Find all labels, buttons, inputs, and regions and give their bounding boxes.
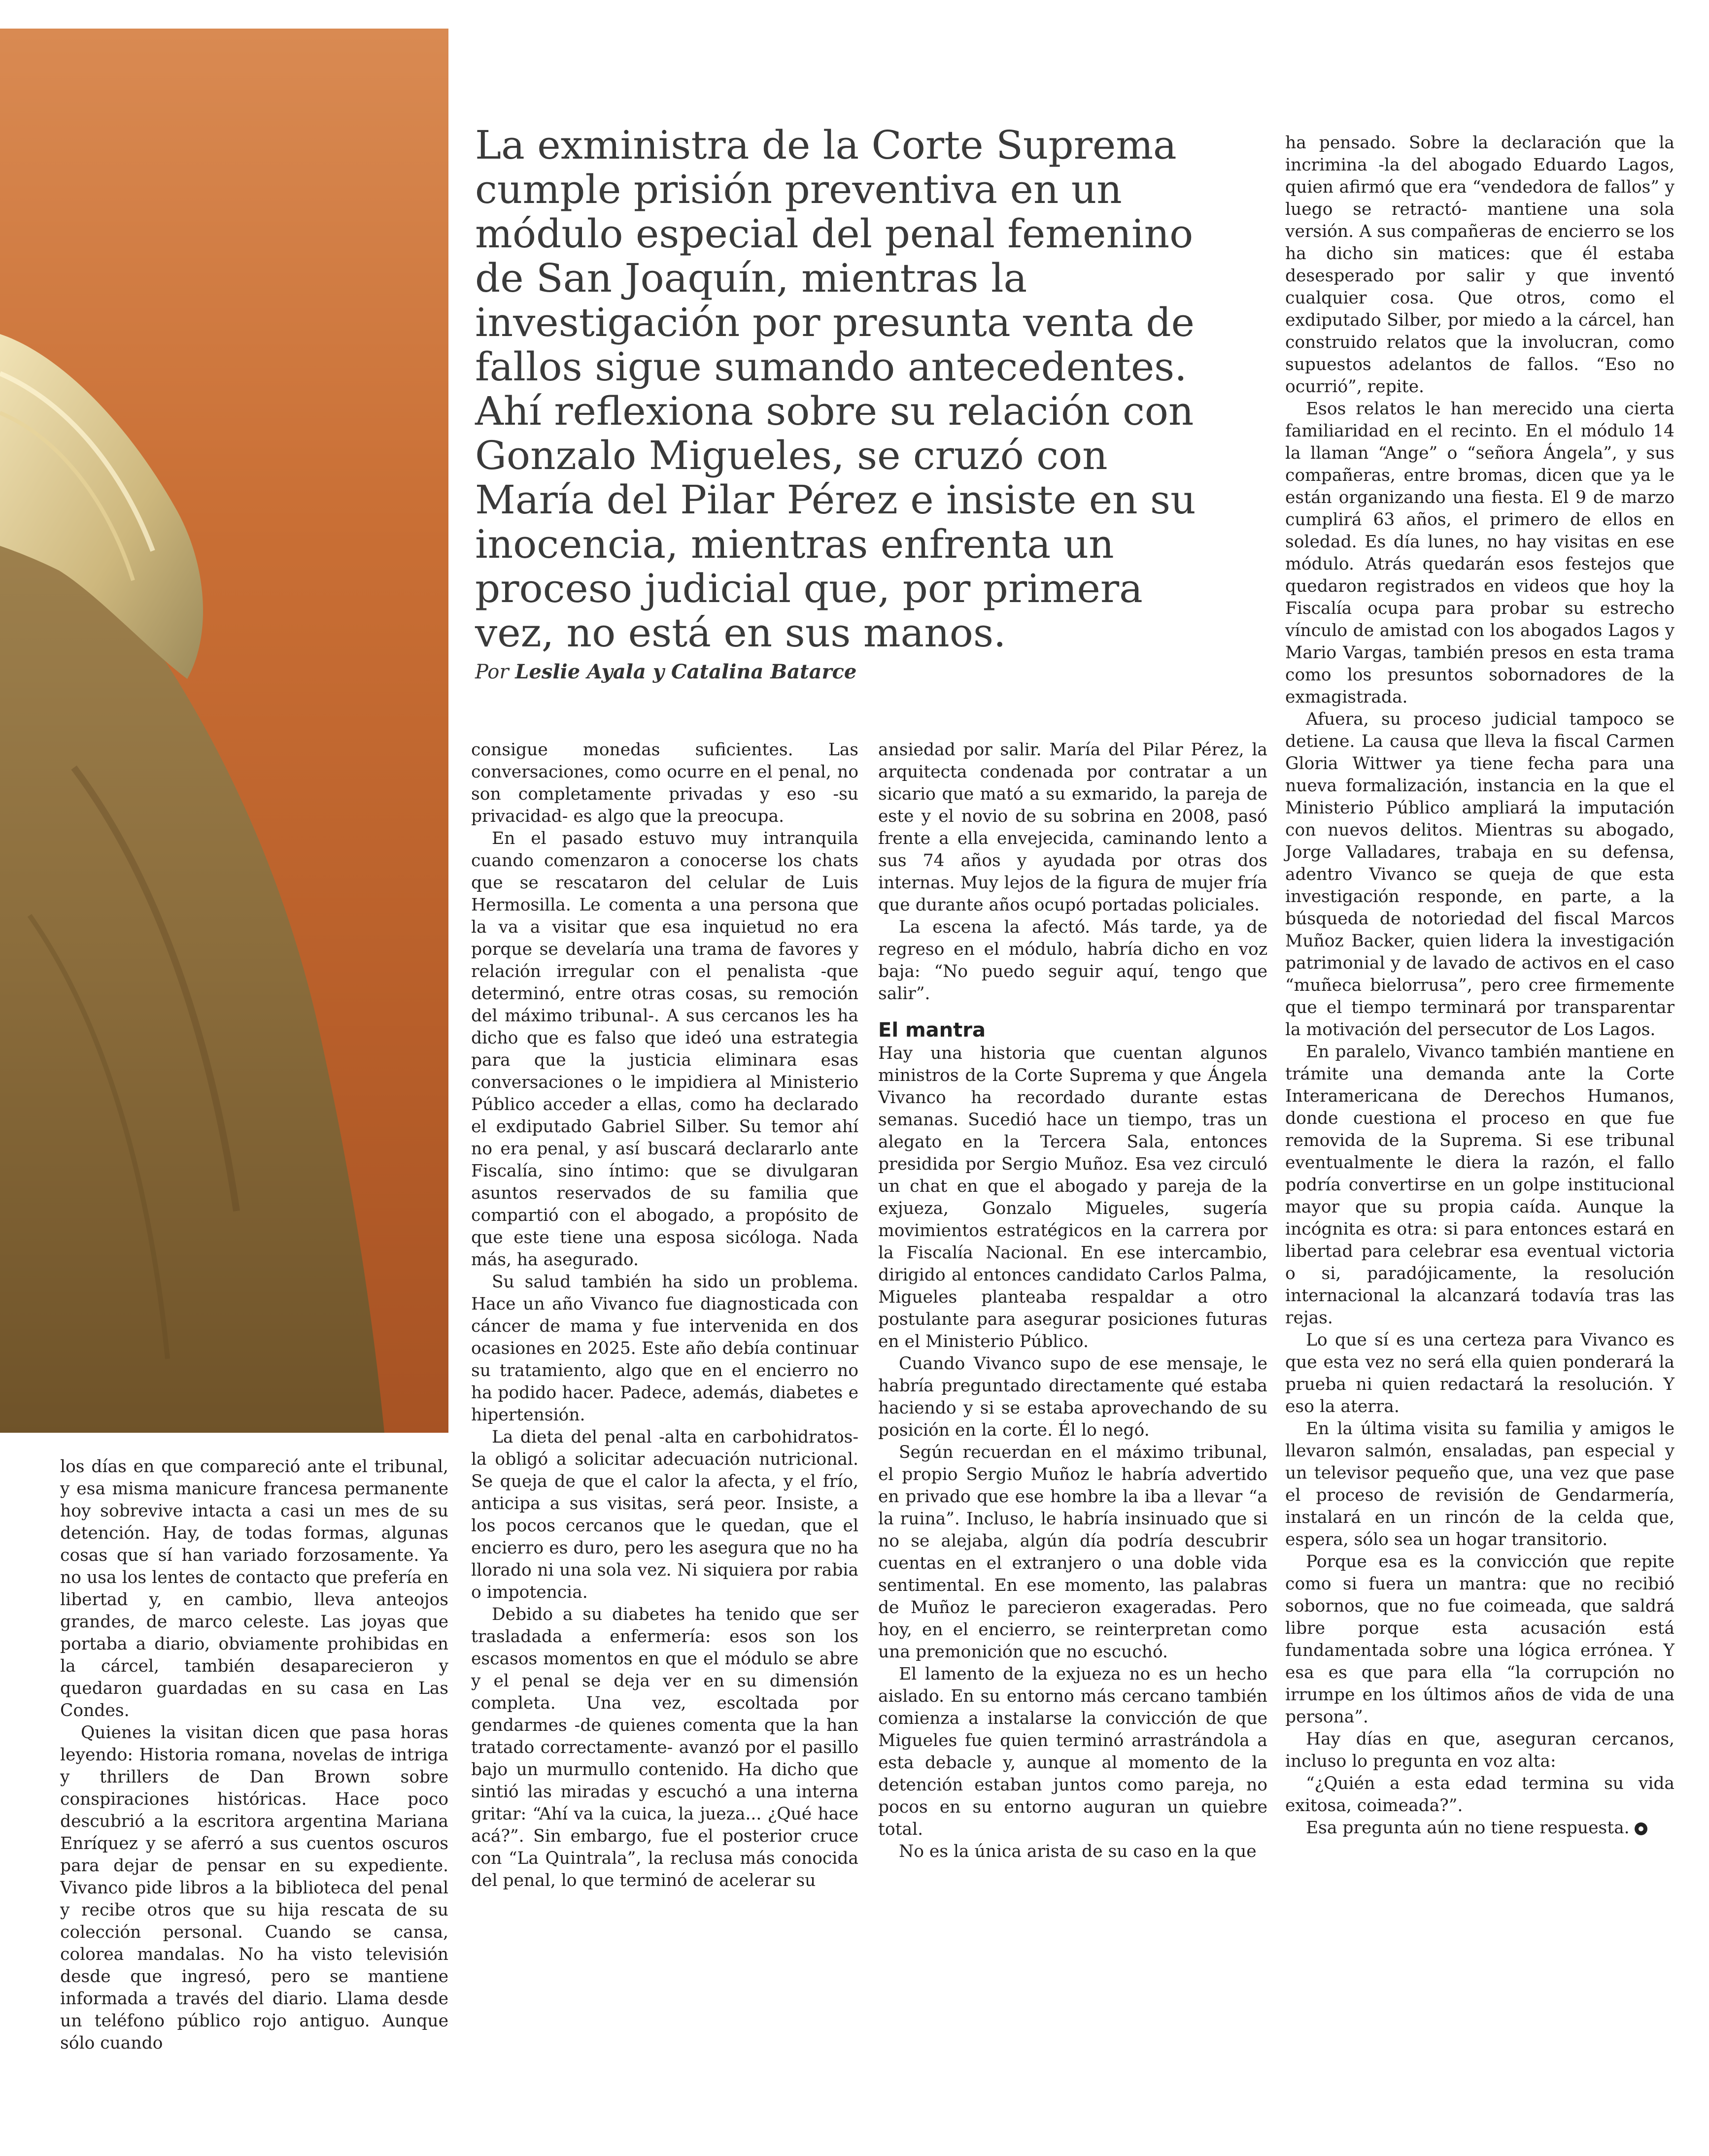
- article-column-4: [1285, 132, 1675, 1839]
- paragraph: Hay días en que, aseguran cercanos, incluso lo pregunta en voz alta:: [1285, 1729, 1675, 1771]
- portrait-photo-drawing: [0, 29, 448, 1433]
- paragraph: Hay una historia que cuentan algunos ministros de la Corte Suprema y que Ángela Vivanco ha recordado durante estas semanas. Sucedió hace un tiempo, tras un alegato en la Tercera Sala, entonces presidida por Sergio Muñoz. Esa vez circuló un chat en que el abogado y pareja de la exjueza, Gonzalo Migueles, sugería movimientos estratégicos en la carrera por la Fiscalía Nacional. En ese intercambio, dirigido al entonces candidato Carlos Palma, Migueles planteaba respaldar a otro postulante para asegurar posiciones futuras en el Ministerio Público.: [878, 1044, 1267, 1351]
- byline-authors: Leslie Ayala y Catalina Batarce: [515, 660, 857, 683]
- paragraph: Quienes la visitan dicen que pasa horas leyendo: Historia romana, novelas de intriga y thrillers de Dan Brown sobre conspiraciones históricas. Hace poco descubrió a la escritora argentina Mariana Enríquez y se aferró a sus cuentos oscuros para dejar de pensar en su expediente. Vivanco pide libros a la biblioteca del penal y recibe otros que su hija rescata de su colección personal. Cuando se cansa, colorea mandalas. No ha visto televisión desde que ingresó, pero se mantiene informada a través del diario. Llama desde un teléfono público rojo antiguo. Aunque sólo cuando: [60, 1723, 448, 2053]
- paragraph: “¿Quién a esta edad termina su vida exitosa, coimeada?”.: [1285, 1774, 1675, 1816]
- end-of-article-icon: [1635, 1822, 1647, 1835]
- paragraph: Afuera, su proceso judicial tampoco se detiene. La causa que lleva la fiscal Carmen Gloria Wittwer ya tiene fecha para una nueva formalización, instancia en la que el Ministerio Público ampliará la imputación con nuevos delitos. Mientras su abogado, Jorge Valladares, trabaja en su defensa, adentro Vivanco se queja de que esta investigación responde, en parte, a la búsqueda de notoriedad del fiscal Marcos Muñoz Backer, quien lidera la investigación patrimonial y de lavado de activos en el caso “muñeca bielorrusa”, pero cree firmemente que el tiempo terminará por transparentar la motivación del persecutor de Los Lagos.: [1285, 709, 1675, 1040]
- paragraph: En paralelo, Vivanco también mantiene en trámite una demanda ante la Corte Interamericana de Derechos Humanos, donde cuestiona el proceso en que fue removida de la Suprema. Si ese tribunal eventualmente le diera la razón, el fallo podría convertirse en un golpe institucional mayor que su propia caída. Aunque la incógnita es otra: si para entonces estará en libertad para celebrar esa eventual victoria o si, paradójicamente, la resolución internacional la alcanzará todavía tras las rejas.: [1285, 1042, 1675, 1328]
- paragraph: La escena la afectó. Más tarde, ya de regreso en el módulo, habría dicho en voz baja: “No puedo seguir aquí, tengo que salir”.: [878, 917, 1267, 1004]
- paragraph: los días en que compareció ante el tribunal, y esa misma manicure francesa permanente hoy sobrevive intacta a casi un mes de su detención. Hay, de todas formas, algunas cosas que sí han variado forzosamente. Ya no usa los lentes de contacto que prefería en libertad y, en cambio, lleva anteojos grandes, de marco celeste. Las joyas que portaba a diario, obviamente prohibidas en la cárcel, también desaparecieron y quedaron guardadas en su casa en Las Condes.: [60, 1457, 448, 1720]
- article-column-3: [878, 739, 1267, 1863]
- closing-paragraph: [1285, 1817, 1675, 1839]
- paragraph: En el pasado estuvo muy intranquila cuando comenzaron a conocerse los chats que se rescataron del celular de Luis Hermosilla. Le comenta a una persona que la va a visitar que esa inquietud no era porque se develaría una trama de favores y relación irregular con el penalista -que determinó, entre otras cosas, su remoción del máximo tribunal-. A sus cercanos les ha dicho que es falso que ideó una estrategia para que la justicia eliminara esas conversaciones o le impidiera al Ministerio Público acceder a ellas, como ha declarado el exdiputado Gabriel Silber. Su temor ahí no era penal, y así buscará declararlo ante Fiscalía, sino íntimo: que se divulgaran asuntos reservados de su familia que compartió con el abogado, a propósito de que este tiene una esposa sicóloga. Nada más, ha asegurado.: [471, 829, 858, 1270]
- paragraph: Esos relatos le han merecido una cierta familiaridad en el recinto. En el módulo 14 la llaman “Ange” o “señora Ángela”, y sus compañeras, entre bromas, dicen que ya le están organizando una fiesta. El 9 de marzo cumplirá 63 años, el primero de ellos en soledad. Es día lunes, no hay visitas en ese módulo. Atrás quedarán esos festejos que quedaron registrados en videos que hoy la Fiscalía ocupa para probar su estrecho vínculo de amistad con los abogados Lagos y Mario Vargas, también presos en esta trama como los presuntos sobornadores de la exmagistrada.: [1285, 399, 1675, 707]
- byline: [475, 660, 1214, 683]
- paragraph: Su salud también ha sido un problema. Hace un año Vivanco fue diagnosticada con cáncer de mama y fue intervenida en dos ocasiones en 2025. Este año debía continuar su tratamiento, algo que en el encierro no ha podido hacer. Padece, además, diabetes e hipertensión.: [471, 1272, 858, 1425]
- paragraph: Según recuerdan en el máximo tribunal, el propio Sergio Muñoz le habría advertido en privado que ese hombre la iba a llevar “a la ruina”. Incluso, le habría insinuado que si no se alejaba, algún día podría descubrir cuentas en el extranjero o una doble vida sentimental. En ese momento, las palabras de Muñoz le parecieron exageradas. Pero hoy, en el encierro, se reinterpretan como una premonición que no escuchó.: [878, 1443, 1267, 1662]
- section-heading: El mantra: [878, 1019, 986, 1042]
- paragraph: ha pensado. Sobre la declaración que la incrimina -la del abogado Eduardo Lagos, quien afirmó que era “vendedora de fallos” y luego se retractó- mantiene una sola versión. A sus compañeras de encierro se los ha dicho sin matices: que él estaba desesperado por salir y que inventó cualquier cosa. Que otros, como el exdiputado Silber, por miedo a la cárcel, han construido relatos que la involucran, como supuestos adelantos de fallos. “Eso no ocurrió”, repite.: [1285, 133, 1675, 397]
- article-column-2: [471, 739, 858, 1892]
- paragraph: No es la única arista de su caso en la que: [899, 1842, 1257, 1861]
- closing-text: Esa pregunta aún no tiene respuesta.: [1306, 1818, 1630, 1838]
- portrait-photo: [0, 29, 448, 1433]
- paragraph: En la última visita su familia y amigos le llevaron salmón, ensaladas, pan especial y un televisor pequeño que, una vez que pase el proceso de revisión de Gendarmería, instalará en un rincón de la celda que, espera, sólo sea un hogar transitorio.: [1285, 1419, 1675, 1550]
- paragraph: La dieta del penal -alta en carbohidratos- la obligó a solicitar adecuación nutricional. Se queja de que el calor la afecta, y el frío, anticipa a sus visitas, será peor. Insiste, a los pocos cercanos que le quedan, que el encierro es duro, pero les asegura que no ha llorado ni una sola vez. Ni siquiera por rabia o impotencia.: [471, 1427, 858, 1602]
- paragraph: ansiedad por salir. María del Pilar Pérez, la arquitecta condenada por contratar a un sicario que mató a su exmarido, la pareja de este y el novio de su sobrina en 2008, pasó frente a ella envejecida, caminando lento a sus 74 años y ayudada por otras dos internas. Muy lejos de la figura de mujer fría que durante años ocupó portadas policiales.: [878, 740, 1267, 915]
- paragraph: Lo que sí es una certeza para Vivanco es que esta vez no será ella quien ponderará la prueba ni quien redactará la resolución. Y eso la aterra.: [1285, 1330, 1675, 1416]
- byline-prefix: Por: [475, 661, 509, 683]
- article-lede: La exministra de la Corte Suprema cumple prisión preventiva en un módulo especial del penal femenino de San Joaquín, mientras la investigación por presunta venta de fallos sigue sumando antecedentes. Ahí reflexiona sobre su relación con Gonzalo Migueles, se cruzó con María del Pilar Pérez e insiste en su inocencia, mientras enfrenta un proceso judicial que, por primera vez, no está en sus manos.: [475, 122, 1196, 656]
- paragraph: Debido a su diabetes ha tenido que ser trasladada a enfermería: esos son los escasos momentos en que el módulo se abre y el penal se deja ver en su dimensión completa. Una vez, escoltada por gendarmes -de quienes comenta que la han tratado correctamente- avanzó por el pasillo bajo un murmullo contenido. Ha dicho que sintió las miradas y escuchó a una interna gritar: “Ahí va la cuica, la jueza... ¿Qué hace acá?”. Sin embargo, fue el posterior cruce con “La Quintrala”, la reclusa más conocida del penal, lo que terminó de acelerar su: [471, 1605, 858, 1890]
- paragraph: Cuando Vivanco supo de ese mensaje, le habría preguntado directamente qué estaba haciendo y si se estaba aprovechando de su posición en la corte. Él lo negó.: [878, 1354, 1267, 1440]
- paragraph: El lamento de la exjueza no es un hecho aislado. En su entorno más cercano también comienza a instalarse la convicción de que Migueles fue quien terminó arrastrándola a esta debacle y, aunque al momento de la detención estaban juntos como pareja, no pocos en su entorno auguran un quiebre total.: [878, 1664, 1267, 1839]
- paragraph: Porque esa es la convicción que repite como si fuera un mantra: que no recibió sobornos, que no fue coimeada, que saldrá libre porque esta acusación está fundamentada sobre una lógica errónea. Y esa es que para ella “la corrupción no irrumpe en los últimos años de vida de una persona”.: [1285, 1552, 1675, 1727]
- article-column-1: [60, 1456, 448, 2055]
- paragraph: consigue monedas suficientes. Las conversaciones, como ocurre en el penal, no son completamente privadas y eso -su privacidad- es algo que la preocupa.: [471, 740, 858, 826]
